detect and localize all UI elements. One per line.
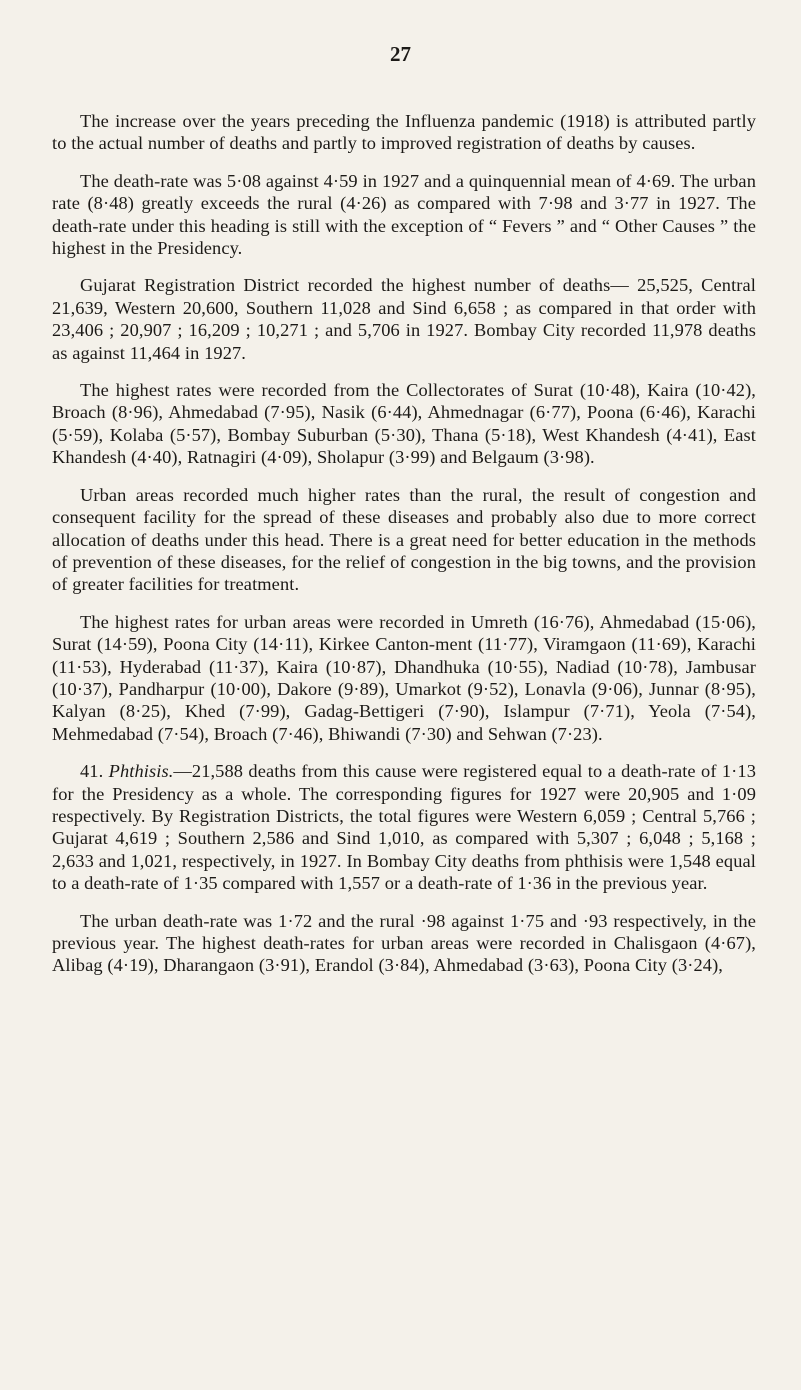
paragraph-text: The urban death-rate was 1·72 and the rural ·98 against 1·75 and ·93 respectively, in the previous year. The highest death-rates for urban areas were recorded in Chalisgaon (4·67), Alibag (4·19), Dharangaon (3·91), Erandol (3·84), Ahmedabad (3·63), Poona City (3·24), — [52, 910, 756, 976]
paragraph-collectorate-rates — [52, 379, 756, 469]
paragraph-text: Urban areas recorded much higher rates than the rural, the result of congestion and consequent facility for the spread of these diseases and probably also due to more correct allocation of deaths under this head. There is a great need for better education in the methods of prevention of these diseases, for the relief of congestion in the big towns, and the provision of greater facilities for treatment. — [52, 484, 756, 595]
paragraph-text: The highest rates for urban areas were recorded in Umreth (16·76), Ahmedabad (15·06), Surat (14·59), Poona City (14·11), Kirkee Canton-ment (11·77), Viramgaon (11·69), Karachi (11·53), Hyderabad (11·37), Kaira (10·87), Dhandhuka (10·55), Nadiad (10·78), Jambusar (10·37), Pandharpur (10·00), Dakore (9·89), Umarkot (9·52), Lonavla (9·06), Junnar (8·95), Kalyan (8·25), Khed (7·99), Gadag-Bettigeri (7·90), Islampur (7·71), Yeola (7·54), Mehmedabad (7·54), Broach (7·46), Bhiwandi (7·30) and Sehwan (7·23). — [52, 611, 756, 744]
paragraph-registration-districts — [52, 274, 756, 364]
section-number: 41. — [80, 761, 104, 782]
paragraph-text: The increase over the years preceding the Influenza pandemic (1918) is attributed partly to the actual number of deaths and partly to improved registration of deaths by causes. — [52, 111, 756, 154]
section-heading: Phthisis. — [108, 761, 174, 782]
page-number: 27 — [390, 42, 411, 66]
paragraph-phthisis — [52, 760, 756, 894]
paragraph-urban-areas — [52, 484, 756, 596]
body-text — [52, 110, 756, 992]
paragraph-text: Gujarat Registration District recorded the highest number of deaths— 25,525, Central 21,639, Western 20,600, Southern 11,028 and Sind 6,658 ; as compared in that order with 23,406 ; 20,907 ; 16,209 ; 10,271 ; and 5,706 in 1927. Bombay City recorded 11,978 deaths as against 11,464 in 1927. — [52, 275, 756, 363]
paragraph-death-rate — [52, 170, 756, 260]
paragraph-text: The death-rate was 5·08 against 4·59 in 1927 and a quinquennial mean of 4·69. The urban rate (8·48) greatly exceeds the rural (4·26) as compared with 7·98 and 3·77 in 1927. The death-rate under this heading is still with the exception of “ Fevers ” and “ Other Causes ” the highest in the Presidency. — [52, 170, 756, 259]
paragraph-influenza-increase — [52, 110, 756, 155]
paragraph-urban-death-rate — [52, 910, 756, 977]
paragraph-text: The highest rates were recorded from the Collectorates of Surat (10·48), Kaira (10·42), Broach (8·96), Ahmedabad (7·95), Nasik (6·44), Ahmednagar (6·77), Poona (6·46), Karachi (5·59), Kolaba (5·57), Bombay Suburban (5·30), Thana (5·18), West Khandesh (4·41), East Khandesh (4·40), Ratnagiri (4·09), Sholapur (3·99) and Belgaum (3·98). — [52, 380, 756, 468]
paragraph-text: —21,588 deaths from this cause were registered equal to a death-rate of 1·13 for the Presidency as a whole. The corresponding figures for 1927 were 20,905 and 1·09 respectively. By Registration Districts, the total figures were Western 6,059 ; Central 5,766 ; Gujarat 4,619 ; Southern 2,586 and Sind 1,010, as compared with 5,307 ; 6,048 ; 5,168 ; 2,633 and 1,021, respectively, in 1927. In Bombay City deaths from phthisis were 1,548 equal to a death-rate of 1·35 compared with 1,557 or a death-rate of 1·36 in the previous year. — [52, 761, 756, 894]
paragraph-urban-rates — [52, 611, 756, 745]
